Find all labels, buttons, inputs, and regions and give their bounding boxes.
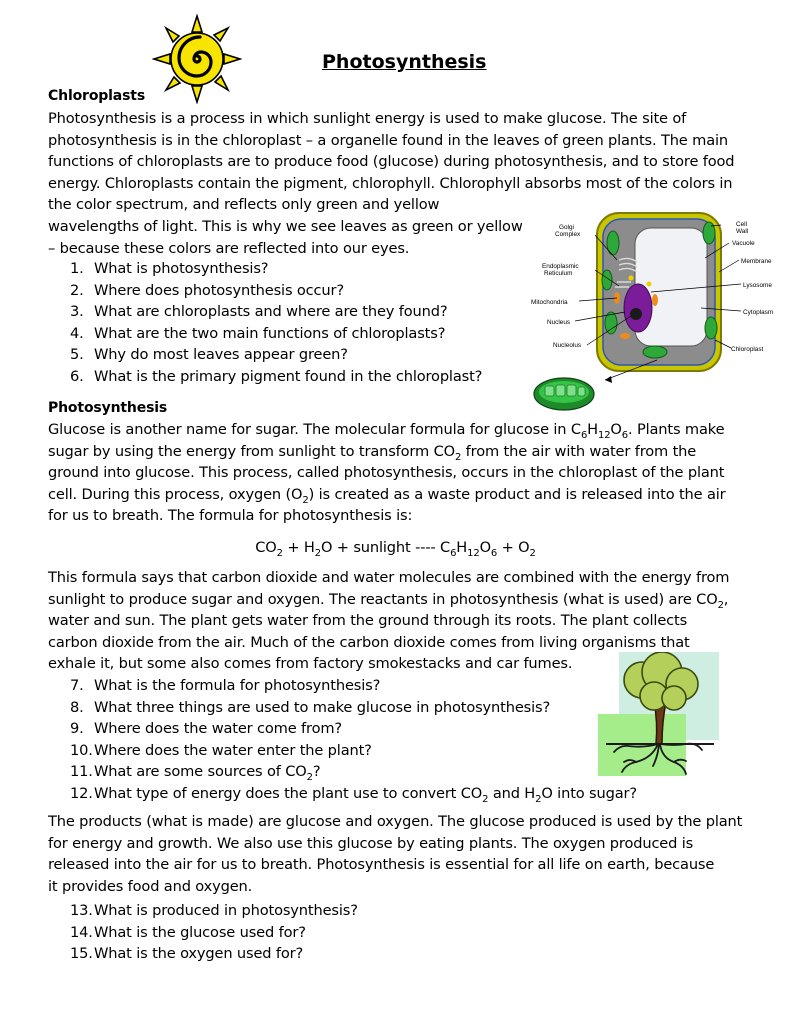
question-list-1 (48, 258, 482, 388)
paragraph-line: water and sun. The plant gets water from the ground through its roots. The plant collects (48, 612, 688, 630)
list-item (48, 366, 482, 388)
paragraph-line: functions of chloroplasts are to produce food (glucose) during photosynthesis, and to store food (48, 153, 735, 171)
list-item (48, 761, 637, 783)
text-span: 14. (70, 923, 93, 941)
text-span: 15. (70, 945, 93, 963)
list-item (48, 922, 358, 944)
text-span: + H (282, 539, 315, 556)
text-span: 6 (490, 547, 498, 559)
paragraph-line: exhale it, but some also comes from factory smokestacks and car fumes. (48, 655, 573, 673)
text-span: 2 (535, 793, 542, 805)
text-span: 5. (70, 346, 84, 364)
paragraph-line: This formula says that carbon dioxide and water molecules are combined with the energy from (48, 569, 730, 586)
label-membrane: Membrane (741, 258, 772, 265)
text-span: ? (312, 763, 321, 781)
text-span: O + sunlight ---- C (320, 539, 451, 556)
text-span: cell. During this process, oxygen (O (48, 485, 303, 503)
paragraph-line (48, 419, 726, 441)
text-span: What is photosynthesis? (94, 260, 269, 277)
text-span: 2 (302, 494, 309, 506)
text-span: 13. (70, 902, 93, 919)
text-span: 12. (70, 784, 93, 802)
text-span: Where does photosynthesis occur? (94, 281, 344, 299)
text-span: What is the oxygen used for? (94, 945, 304, 963)
text-span: Why do most leaves appear green? (94, 346, 348, 364)
text-span: What is produced in photosynthesis? (94, 902, 358, 919)
text-span: What are the two main functions of chloroplasts? (94, 324, 446, 342)
tree-roots-illustration (596, 652, 721, 777)
paragraph-line: carbon dioxide from the air. Much of the carbon dioxide comes from living organisms that (48, 633, 690, 651)
label-mitochondria: Mitochondria (531, 299, 568, 306)
paragraph-line: it provides food and oxygen. (48, 877, 253, 895)
text-span: What is the glucose used for? (94, 923, 306, 941)
text-span: 12 (467, 547, 480, 559)
paragraph-line: released into the air for us to breath. Photosynthesis is essential for all life on earth, because (48, 856, 715, 874)
list-item (48, 258, 482, 280)
text-span: . Plants make (627, 421, 725, 438)
list-item (48, 675, 637, 697)
section-heading-photosynthesis: Photosynthesis (48, 400, 168, 416)
text-span: H (456, 539, 468, 556)
text-span: Wall (736, 228, 749, 235)
text-span: 12 (597, 429, 611, 441)
sun-spiral-illustration (152, 14, 242, 104)
question-list-3 (48, 900, 358, 965)
text-span: 10. (70, 741, 93, 759)
label-vacuole: Vacuole (732, 240, 755, 247)
paragraph-line: ground into glucose. This process, called photosynthesis, occurs in the chloroplast of the plant (48, 464, 725, 482)
text-span: Where does the water enter the plant? (94, 741, 372, 759)
text-span: What type of energy does the plant use to convert CO (94, 784, 483, 802)
list-item (48, 783, 637, 805)
list-item (48, 323, 482, 345)
paragraph-line: – because these colors are reflected into our eyes. (48, 239, 410, 257)
text-span: O into sugar? (541, 784, 637, 802)
label-chloroplast: Chloroplast (731, 346, 764, 353)
text-span: 6 (621, 429, 628, 441)
paragraph-line (48, 589, 729, 611)
label-nucleolus: Nucleolus (553, 342, 582, 349)
text-span: sugar by using the energy from sunlight to transform CO (48, 442, 455, 460)
chloroplast-closeup (534, 378, 594, 410)
text-span: CO (255, 539, 277, 556)
label-cytoplasm: Cytoplasm (743, 309, 774, 316)
text-span: 6. (70, 367, 84, 385)
paragraph-line: wavelengths of light. This is why we see leaves as green or yellow (48, 217, 523, 235)
text-span: Where does the water come from? (94, 720, 343, 738)
plant-cell-diagram (525, 208, 785, 423)
label-nucleus: Nucleus (547, 319, 571, 326)
text-span: 2 (454, 451, 462, 463)
products-paragraph (48, 811, 742, 897)
paragraph-line (48, 484, 726, 506)
text-span: from the air with water from the (461, 442, 697, 460)
label-golgi: Golgi (559, 224, 574, 231)
text-span: What are some sources of CO (94, 763, 307, 781)
text-span: 11. (70, 763, 93, 781)
text-span: 2 (482, 793, 489, 805)
text-span: Glucose is another name for sugar. The molecular formula for glucose in C (48, 421, 581, 438)
label-lysosome: Lysosome (743, 282, 772, 289)
text-span: 2. (70, 281, 84, 299)
list-item (48, 344, 482, 366)
label-er: Endoplasmic (542, 263, 579, 270)
text-span: 2 (306, 772, 313, 784)
text-span: 8. (70, 698, 84, 716)
paragraph-line: The products (what is made) are glucose and oxygen. The glucose produced is used by the plant (48, 813, 743, 830)
paragraph-line: photosynthesis is in the chloroplast – a organelle found in the leaves of green plants. The main (48, 131, 728, 149)
text-span: 2 (529, 547, 536, 559)
paragraph-line (48, 441, 726, 463)
list-item (48, 943, 358, 965)
label-cell-wall: Cell (736, 221, 748, 228)
paragraph-line: the color spectrum, and reflects only green and yellow (48, 196, 440, 214)
text-span: + O (497, 539, 530, 556)
list-item (48, 740, 637, 762)
list-item (48, 718, 637, 740)
text-span: 3. (70, 303, 84, 321)
glucose-paragraph (48, 419, 726, 527)
text-span: 7. (70, 677, 84, 694)
paragraph-line: Photosynthesis is a process in which sunlight energy is used to make glucose. The site of (48, 110, 687, 127)
section-heading-chloroplasts: Chloroplasts (48, 88, 146, 104)
paragraph-line: energy. Chloroplasts contain the pigment, chlorophyll. Chlorophyll absorbs most of the colors in (48, 174, 733, 192)
text-span: 2 (314, 547, 321, 559)
text-span: 6 (580, 429, 588, 441)
text-span: O (479, 539, 491, 556)
text-span: 2 (276, 547, 283, 559)
paragraph-line: for energy and growth. We also use this glucose by eating plants. The oxygen produced is (48, 834, 694, 852)
paragraph-line: for us to breath. The formula for photosynthesis is: (48, 507, 413, 525)
text-span: What are chloroplasts and where are they found? (94, 303, 448, 321)
text-span: and H (488, 784, 536, 802)
list-item (48, 280, 482, 302)
text-span: What three things are used to make glucose in photosynthesis? (94, 698, 551, 716)
list-item (48, 697, 637, 719)
photosynthesis-formula (0, 537, 791, 559)
text-span: ) is created as a waste product and is released into the air (308, 485, 726, 503)
text-span: , (723, 590, 729, 608)
question-list-2 (48, 675, 637, 805)
text-span: 4. (70, 324, 84, 342)
text-span: 2 (717, 599, 724, 611)
list-item (48, 900, 358, 922)
text-span: sunlight to produce sugar and oxygen. The reactants in photosynthesis (what is used) are CO (48, 590, 718, 608)
text-span: H (587, 421, 598, 438)
list-item (48, 301, 482, 323)
page-title: Photosynthesis (322, 51, 487, 73)
text-span: O (610, 421, 622, 438)
text-span: What is the formula for photosynthesis? (94, 677, 381, 694)
text-span: Reticulum (544, 270, 573, 277)
text-span: 9. (70, 720, 84, 738)
text-span: Complex (555, 231, 581, 238)
text-span: What is the primary pigment found in the chloroplast? (94, 367, 483, 385)
text-span: 1. (70, 260, 84, 277)
text-span: 6 (450, 547, 457, 559)
